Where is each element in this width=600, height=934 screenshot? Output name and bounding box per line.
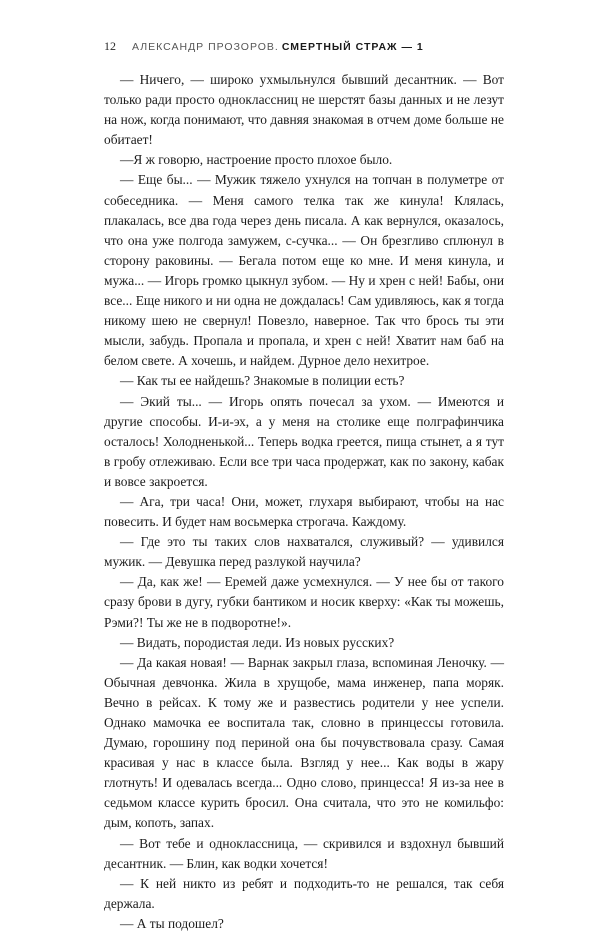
paragraph: — Видать, породистая леди. Из новых русских? [120,634,395,650]
running-head-author: АЛЕКСАНДР ПРОЗОРОВ. [132,41,279,53]
running-head [104,38,504,54]
paragraph: — Ничего, — широко ухмыльнулся бывший десантник. — Вот только ради просто одноклассниц не шерстят базы данных и не лезут на нож, когда понимают, что давняя знакомая в отчем доме больше не обитает! [104,72,504,148]
paragraph: — А ты подошел? [120,915,224,931]
paragraph: — Вот тебе и одноклассница, — скривился и вздохнул бывший десантник. — Блин, как водки хочется! [104,835,504,871]
body-text [104,70,504,934]
paragraph: — Как ты ее найдешь? Знакомые в полиции есть? [120,373,405,389]
paragraph: — Да какая новая! — Варнак закрыл глаза, вспоминая Леночку. — Обычная девчонка. Жила в хрущобе, мама инженер, папа моряк. Вечно в рейсах. К тому же и развестись родители у нее успели. Однако мамочка ее воспитала так, словно в принцессы готовила. Думаю, горошину под периной она бы почувствовала сразу. Самая красивая у нас в классе была. Взгляд у нее... Как воды в жару глотнуть! И одевалась всегда... Одно слово, принцесса! Я из-за нее в седьмом классе курить бросил. Она считала, что это не комильфо: дым, копоть, запах. [104,654,504,831]
paragraph: —Я ж говорю, настроение просто плохое было. [120,152,393,168]
paragraph: — Да, как же! — Еремей даже усмехнулся. — У нее бы от такого сразу брови в дугу, губки бантиком и носик кверху: «Как ты можешь, Рэми?! Ты же не в подворотне!». [104,574,504,630]
paragraph: — Ага, три часа! Они, может, глухаря выбирают, чтобы на нас повесить. И будет нам восьмерка строгача. Каждому. [104,493,504,530]
page-number: 12 [104,39,116,53]
paragraph: — Еще бы... — Мужик тяжело ухнулся на топчан в полуметре от собеседника. — Меня самого телка так же кинула! Клялась, плакалась, все два года через день писала. А как вернулся, оказалось, что она уже полгода замужем, с-сучка... — Он брезгливо сплюнул в сторону раковины. — Бегала потом еще ко мне. И меня кинула, и мужа... — Игорь громко цыкнул зубом. — Ну и хрен с ней! Бабы, они все... Еще никого и ни одна не дождалась! Сам удивляюсь, как я тогда никому шею не свернул! Повезло, наверное. Так что брось ты эти мысли, забудь. Пропала и пропала, и хрен с ней! Хватит нам баб на белом свете. А хочешь, и найдем. Дурное дело нехитрое. [104,172,504,369]
running-head-title: СМЕРТНЫЙ СТРАЖ — 1 [281,41,424,53]
paragraph: — Где это ты таких слов нахватался, служивый? — удивился мужик. — Девушка перед разлукой научила? [104,534,504,570]
paragraph: — К ней никто из ребят и подходить-то не решался, так себя держала. [104,875,504,911]
paragraph: — Экий ты... — Игорь опять почесал за ухом. — Имеются и другие способы. И-и-эх, а у меня на столике еще полграфинчика осталось! Холодненькой... Теперь водка греется, пища стынет, а я тут в гробу отлеживаю. Если все три часа продержат, как по закону, кабак и вовсе закроется. [104,393,504,489]
